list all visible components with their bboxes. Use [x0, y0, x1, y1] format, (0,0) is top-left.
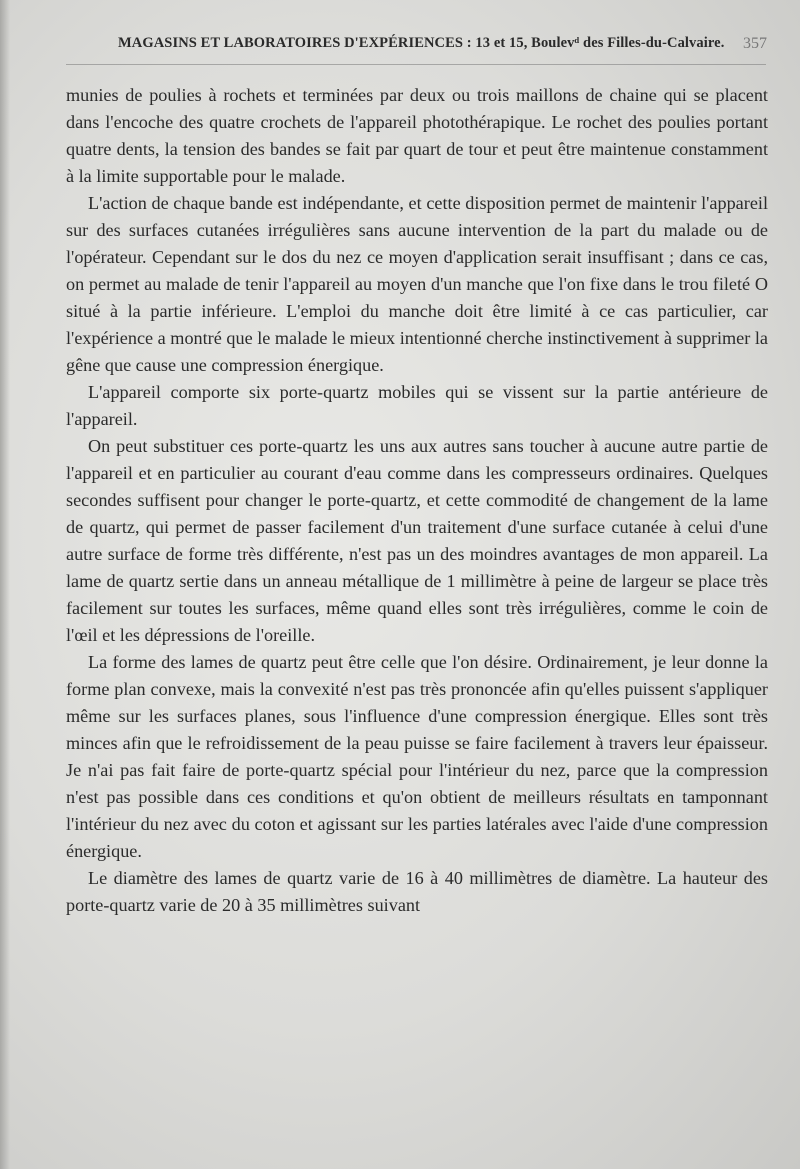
paragraph-3: L'appareil comporte six porte-quartz mobiles qui se vissent sur la partie antérieure de l'appareil.	[66, 382, 768, 429]
paragraph-6: Le diamètre des lames de quartz varie de 16 à 40 millimètres de diamètre. La hauteur des porte-quartz varie de 20 à 35 millimètres suivant	[66, 868, 768, 915]
paragraph-5: La forme des lames de quartz peut être celle que l'on désire. Ordinairement, je leur donne la forme plan convexe, mais la convexité n'est pas très prononcée afin qu'elles puissent s'appliquer même sur les surfaces planes, sous l'influence d'une compression énergique. Elles sont très minces afin que le refroidissement de la peau puisse se faire facilement à travers leur épaisseur. Je n'ai pas fait faire de porte-quartz spécial pour l'intérieur du nez, parce que la compression n'est pas possible dans ces conditions et qu'on obtient de meilleurs résultats en tamponnant l'intérieur du nez avec du coton et agissant sur les parties latérales avec l'aide d'une compression énergique.	[66, 652, 768, 861]
header-rule	[66, 64, 766, 65]
page-gutter-shadow	[0, 0, 10, 1169]
paragraph-1: munies de poulies à rochets et terminées par deux ou trois maillons de chaine qui se placent dans l'encoche des quatre crochets de l'appareil photothérapique. Le rochet des poulies portant quatre dents, la tension des bandes se fait par quart de tour et peut être maintenue constamment à la limite supportable pour le malade.	[66, 85, 768, 186]
paragraph-2: L'action de chaque bande est indépendante, et cette disposition permet de maintenir l'appareil sur des surfaces cutanées irrégulières sans aucune intervention de la part du malade ou de l'opérateur. Cependant sur le dos du nez ce moyen d'application serait insuffisant ; dans ce cas, on permet au malade de tenir l'appareil au moyen d'un manche que l'on fixe dans le trou fileté O situé à la partie inférieure. L'emploi du manche doit être limité à ce cas particulier, car l'expérience a montré que le malade le mieux intentionné cherche instinctivement à supprimer la gêne que cause une compression énergique.	[66, 193, 768, 375]
body-text	[66, 82, 768, 919]
running-head: MAGASINS ET LABORATOIRES D'EXPÉRIENCES : 13 et 15, Boulevᵈ des Filles-du-Calvaire.	[118, 35, 725, 51]
page-header	[0, 31, 800, 57]
page-number: 357	[743, 35, 767, 52]
paragraph-4: On peut substituer ces porte-quartz les uns aux autres sans toucher à aucune autre partie de l'appareil et en particulier au courant d'eau comme dans les compresseurs ordinaires. Quelques secondes suffisent pour changer le porte-quartz, et cette commodité de changement de la lame de quartz, qui permet de passer facilement d'un traitement d'une surface cutanée à celui d'une autre surface de forme très différente, n'est pas un des moindres avantages de mon appareil. La lame de quartz sertie dans un anneau métallique de 1 millimètre à peine de largeur se place très facilement sur toutes les surfaces, même quand elles sont très irrégulières, comme le coin de l'œil et les dépressions de l'oreille.	[66, 436, 768, 645]
